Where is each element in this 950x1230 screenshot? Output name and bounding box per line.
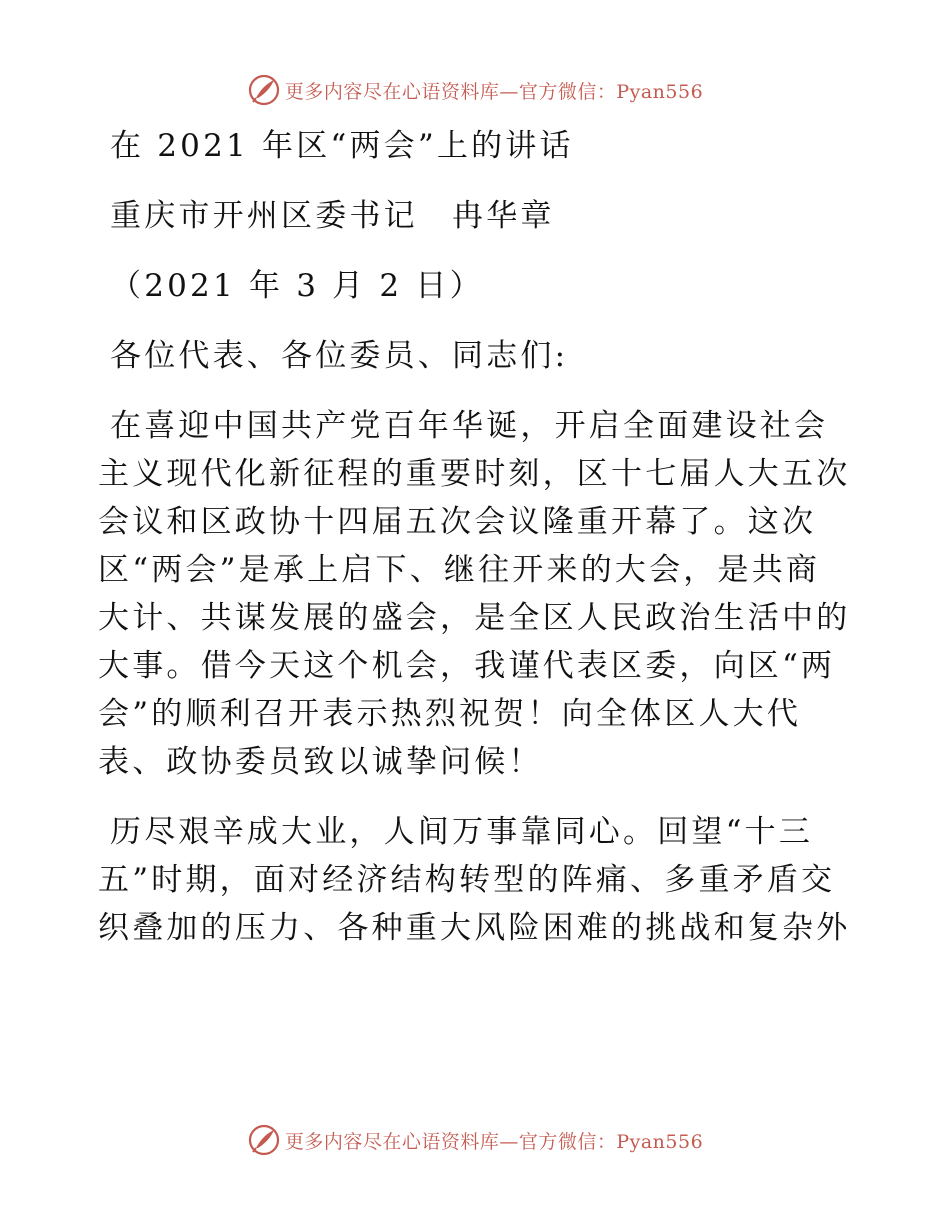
paragraph-line: 主义现代化新征程的重要时刻，区十七届人大五次: [98, 456, 851, 492]
paragraph-line: 会议和区政协十四届五次会议隆重开幕了。这次: [98, 504, 817, 540]
watermark-text: 更多内容尽在心语资料库—官方微信：Pyan556: [284, 1130, 704, 1153]
document-body: [98, 122, 850, 974]
document-title: 在 2021 年区“两会”上的讲话: [110, 128, 574, 164]
document-author: 重庆市开州区委书记 冉华章: [110, 198, 555, 234]
watermark-text: 更多内容尽在心语资料库—官方微信：Pyan556: [284, 80, 704, 103]
document-salutation: 各位代表、各位委员、同志们:: [110, 338, 569, 374]
paragraph-line: 织叠加的压力、各种重大风险困难的挑战和复杂外: [98, 910, 851, 946]
paragraph-line: 表、政协委员致以诚挚问候！: [98, 744, 543, 780]
quill-logo-icon: [247, 1123, 281, 1157]
paragraph-2: [98, 808, 850, 952]
paragraph-line: 五”时期，面对经济结构转型的阵痛、多重矛盾交: [98, 862, 836, 898]
paragraph-line: 区“两会”是承上启下、继往开来的大会，是共商: [98, 552, 821, 588]
paragraph-1: [98, 402, 850, 786]
document-date: （2021 年 3 月 2 日）: [110, 268, 484, 304]
watermark-footer: [0, 1120, 950, 1160]
paragraph-line: 在喜迎中国共产党百年华诞，开启全面建设社会: [110, 408, 829, 444]
paragraph-line: 历尽艰辛成大业，人间万事靠同心。回望“十三: [110, 814, 814, 850]
paragraph-line: 大事。借今天这个机会，我谨代表区委，向区“两: [98, 648, 836, 684]
paragraph-line: 大计、共谋发展的盛会，是全区人民政治生活中的: [98, 600, 851, 636]
quill-logo-icon: [247, 73, 281, 107]
watermark-header: [0, 70, 950, 110]
paragraph-line: 会”的顺利召开表示热烈祝贺！向全体区人大代: [98, 696, 802, 732]
